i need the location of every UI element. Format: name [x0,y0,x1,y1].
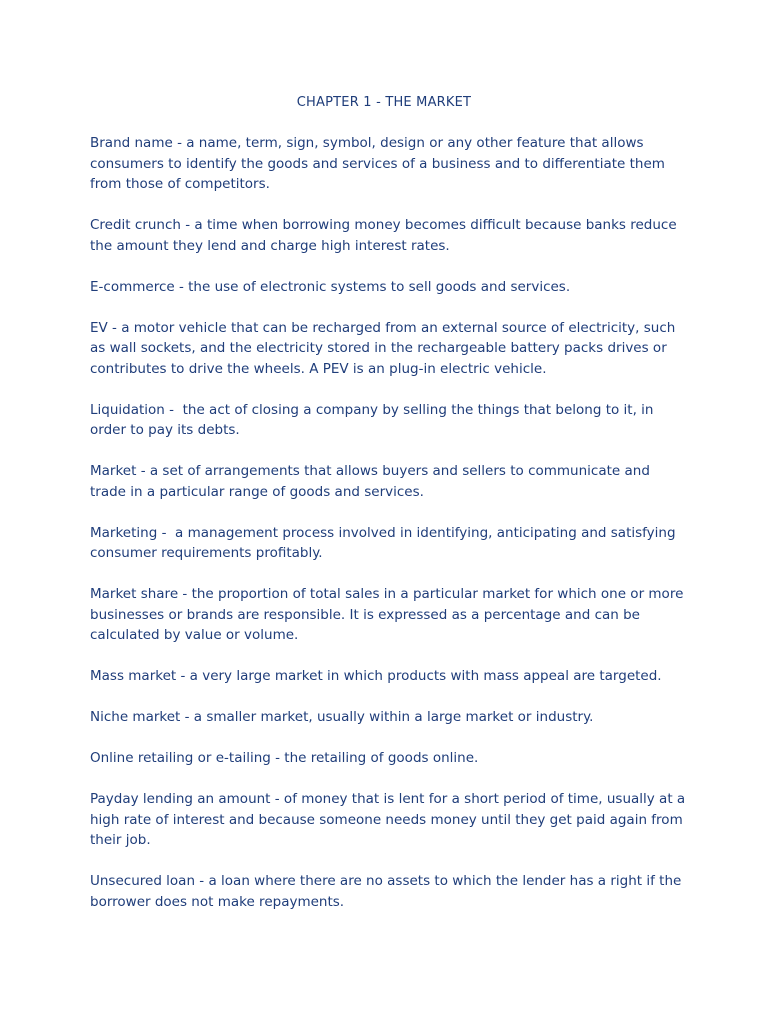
glossary-entry: Unsecured loan - a loan where there are no assets to which the lender has a right if the borrower does not make repayments. [90,873,686,910]
glossary-entry: Liquidation - the act of closing a company by selling the things that belong to it, in order to pay its debts. [90,401,658,438]
glossary-entry: Niche market - a smaller market, usually within a large market or industry. [90,709,594,725]
glossary-entry: Online retailing or e-tailing - the retailing of goods online. [90,750,479,766]
chapter-title: CHAPTER 1 - THE MARKET [296,95,472,110]
glossary-entry: Credit crunch - a time when borrowing money becomes difficult because banks reduce the amount they lend and charge high interest rates. [90,217,681,254]
glossary-entry: Payday lending an amount - of money that is lent for a short period of time, usually at a high rate of interest and because someone needs money until they get paid again from their job. [90,791,690,848]
glossary-entry: EV - a motor vehicle that can be recharged from an external source of electricity, such as wall sockets, and the electricity stored in the rechargeable battery packs drives or contributes to drive the wheels. A PEV is an plug-in electric vehicle. [90,319,680,377]
glossary-entry: Market share - the proportion of total sales in a particular market for which one or more businesses or brands are responsible. It is expressed as a percentage and can be calculated by value or volume. [90,586,688,643]
glossary-entry: Brand name - a name, term, sign, symbol, design or any other feature that allows consumers to identify the goods and services of a business and to differentiate them from those of competitors. [90,135,670,192]
glossary-entry: Marketing - a management process involved in identifying, anticipating and satisfying consumer requirements profitably. [90,524,680,561]
glossary-entry: Mass market - a very large market in which products with mass appeal are targeted. [90,668,662,684]
glossary-entry: E-commerce - the use of electronic systems to sell goods and services. [90,278,571,295]
glossary-list [90,133,690,933]
glossary-entry: Market - a set of arrangements that allows buyers and sellers to communicate and trade in a particular range of goods and services. [90,463,655,500]
